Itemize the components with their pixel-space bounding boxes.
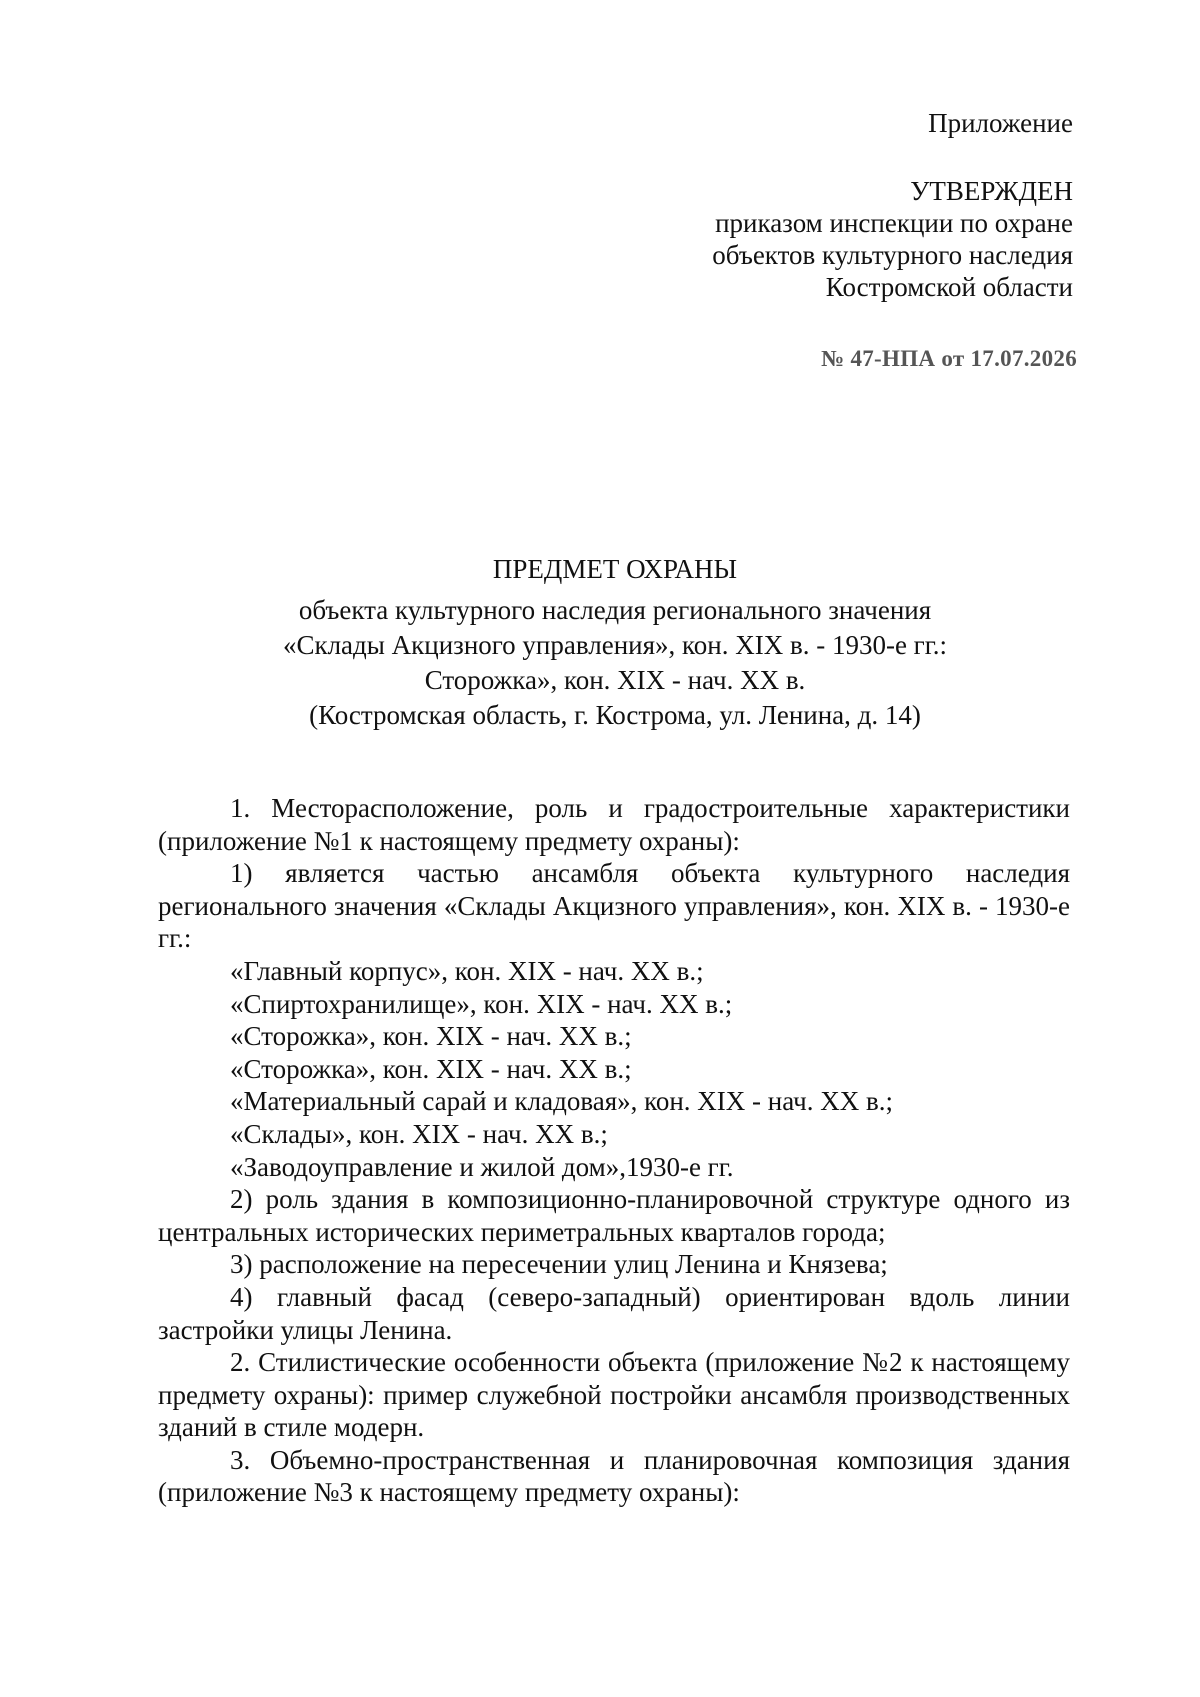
title-line: Сторожка», кон. XIX - нач. XX в. <box>424 665 806 695</box>
section-1-item-4: 4) главный фасад (северо-западный) ориентирован вдоль линии застройки улицы Ленина. <box>158 1281 1070 1345</box>
document-title-block <box>160 552 1070 733</box>
section-1-item-3: 3) расположение на пересечении улиц Ленина и Князева; <box>230 1249 888 1280</box>
building-list-item: «Заводоуправление и жилой дом»,1930-е гг. <box>230 1151 734 1182</box>
approval-block <box>712 175 1073 303</box>
building-list-item: «Главный корпус», кон. XIX - нач. XX в.; <box>230 955 704 986</box>
section-1-item-1: 1) является частью ансамбля объекта культурного наследия регионального значения «Склады Акцизного управления», кон. XIX в. - 1930-е гг.: <box>158 858 1070 954</box>
registration-number-stamp: № 47-НПА от 17.07.2026 <box>820 346 1077 371</box>
building-list-item: «Сторожка», кон. XIX - нач. XX в.; <box>230 1053 632 1084</box>
document-title: ПРЕДМЕТ ОХРАНЫ <box>492 554 738 584</box>
approved-label: УТВЕРЖДЕН <box>910 176 1073 206</box>
building-list-item: «Материальный сарай и кладовая», кон. XIX - нач. XX в.; <box>230 1086 893 1117</box>
section-1-paragraph: 1. Месторасположение, роль и градостроительные характеристики (приложение №1 к настоящему предмету охраны): <box>158 793 1070 856</box>
section-2-paragraph: 2. Стилистические особенности объекта (приложение №2 к настоящему предмету охраны): пример служебной постройки ансамбля производственных зданий в стиле модерн. <box>158 1347 1070 1443</box>
section-3-paragraph: 3. Объемно-пространственная и планировочная композиция здания (приложение №3 к настоящему предмету охраны): <box>158 1444 1070 1508</box>
title-line: объекта культурного наследия регионального значения <box>298 595 932 625</box>
section-1-item-2: 2) роль здания в композиционно-планировочной структуре одного из центральных исторических периметральных кварталов города; <box>158 1184 1070 1247</box>
annex-label: Приложение <box>928 108 1073 138</box>
building-list-item: «Спиртохранилище», кон. XIX - нач. XX в.; <box>230 988 733 1019</box>
approved-line: приказом инспекции по охране <box>715 208 1073 238</box>
document-body <box>158 792 1070 1509</box>
approved-line: объектов культурного наследия <box>712 240 1073 270</box>
title-line: «Склады Акцизного управления», кон. XIX в. - 1930-е гг.: <box>282 630 948 660</box>
title-line: (Костромская область, г. Кострома, ул. Ленина, д. 14) <box>309 700 921 730</box>
approved-line: Костромской области <box>825 272 1073 302</box>
building-list-item: «Сторожка», кон. XIX - нач. XX в.; <box>230 1021 632 1052</box>
building-list-item: «Склады», кон. XIX - нач. XX в.; <box>230 1118 608 1149</box>
